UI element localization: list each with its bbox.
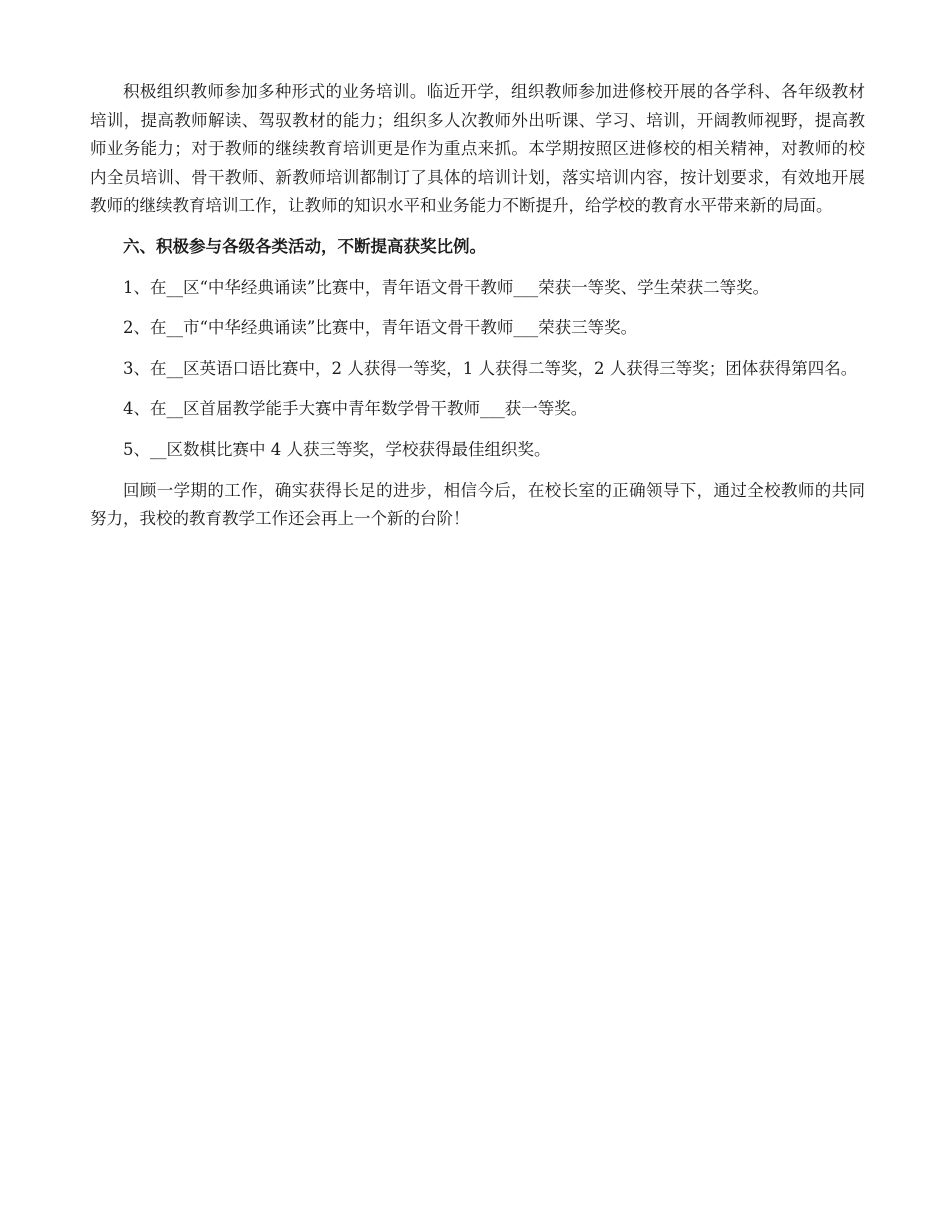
closing-paragraph: 回顾一学期的工作，确实获得长足的进步，相信今后，在校长室的正确领导下，通过全校教师的共同努力，我校的教育教学工作还会再上一个新的台阶！ bbox=[90, 480, 865, 529]
list-item: 5、__区数棋比赛中 4 人获三等奖，学校获得最佳组织奖。 bbox=[123, 439, 551, 459]
list-item: 1、在__区“中华经典诵读”比赛中，青年语文骨干教师___荣获一等奖、学生荣获二等奖。 bbox=[123, 277, 770, 297]
list-item: 2、在__市“中华经典诵读”比赛中，青年语文骨干教师___荣获三等奖。 bbox=[123, 318, 638, 338]
list-item: 3、在__区英语口语比赛中，2 人获得一等奖，1 人获得二等奖，2 人获得三等奖；团体获得第四名。 bbox=[123, 358, 858, 378]
list-item: 4、在__区首届教学能手大赛中青年数学骨干教师___获一等奖。 bbox=[123, 399, 588, 419]
section-heading: 六、积极参与各级各类活动，不断提高获奖比例。 bbox=[123, 236, 486, 256]
intro-paragraph: 积极组织教师参加多种形式的业务培训。临近开学，组织教师参加进修校开展的各学科、各年级教材培训，提高教师解读、驾驭教材的能力；组织多人次教师外出听课、学习、培训，开阔教师视野，提高教师业务能力；对于教师的继续教育培训更是作为重点来抓。本学期按照区进修校的相关精神，对教师的校内全员培训、骨干教师、新教师培训都制订了具体的培训计划，落实培训内容，按计划要求，有效地开展教师的继续教育培训工作，让教师的知识水平和业务能力不断提升，给学校的教育水平带来新的局面。 bbox=[90, 82, 865, 216]
document-page bbox=[90, 78, 865, 534]
